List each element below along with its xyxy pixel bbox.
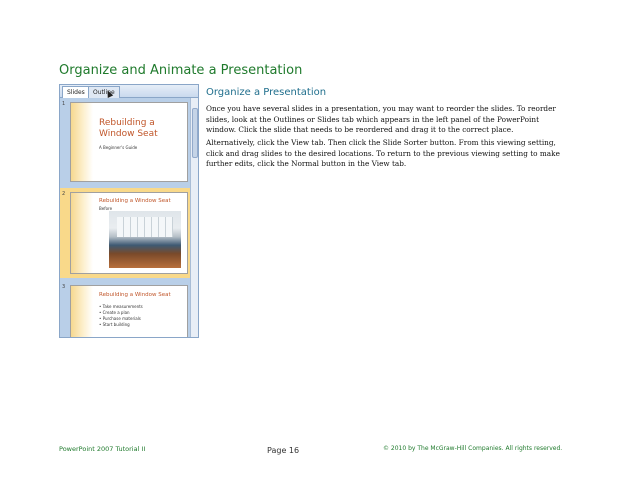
slide-thumbnail-row[interactable] [60,98,191,184]
body-paragraph-1: Once you have several slides in a presentation, you may want to reorder the slides. To reorder slides, look at the Outlines or Slides tab which appears in the left panel of the PowerPoint window. Click the slide that needs to be reordered and drag it to the correct place. [206,104,556,134]
slide-thumbnail-row[interactable] [60,281,191,338]
scrollbar-thumb[interactable] [192,108,198,158]
slide-title: Rebuilding a Window Seat [99,292,171,298]
slide-decoration [71,286,93,338]
footer-doc-title: PowerPoint 2007 Tutorial II [59,445,146,453]
body-paragraph-2: Alternatively, click the View tab. Then click the Slide Sorter button. From this viewing setting, click and drag slides to the desired locations. To return to the previous viewing setting to make further edits, click the Normal button in the View tab. [206,138,560,168]
bullet-item: • Start building [99,322,130,327]
slide-bullet-list [99,304,143,328]
slide-decoration [71,193,93,273]
slide-thumbnail-row-selected[interactable] [60,188,191,278]
slide-thumbnail-2[interactable] [70,192,188,274]
slide-thumbnail-1[interactable] [70,102,188,182]
slide-number: 3 [62,284,66,290]
slide-number: 1 [62,101,66,107]
bullet-item: • Take measurements [99,304,143,309]
photo-window [117,217,173,237]
page-title: Organize and Animate a Presentation [59,63,303,78]
slide-decoration [71,103,93,181]
tab-outline[interactable]: Outline [88,86,120,98]
tab-slides[interactable]: Slides [62,86,90,98]
slide-thumbnail-3[interactable] [70,285,188,338]
slides-panel-screenshot [59,84,199,338]
slide-title: Rebuilding a Window Seat [99,118,158,139]
footer-copyright: © 2010 by The McGraw-Hill Companies. All rights reserved. [383,445,563,452]
bullet-item: • Purchase materials [99,316,141,321]
panel-tabbar [60,85,198,98]
slide-number: 2 [62,191,66,197]
panel-scrollbar[interactable] [190,98,198,338]
window-seat-photo [109,211,181,268]
bullet-item: • Create a plan [99,310,130,315]
slide-subtitle: A Beginner's Guide [99,145,138,150]
section-heading: Organize a Presentation [206,87,327,98]
slide-subtitle: Before [99,206,113,211]
footer-page-number: Page 16 [267,446,300,455]
slide-title: Rebuilding a Window Seat [99,198,171,204]
